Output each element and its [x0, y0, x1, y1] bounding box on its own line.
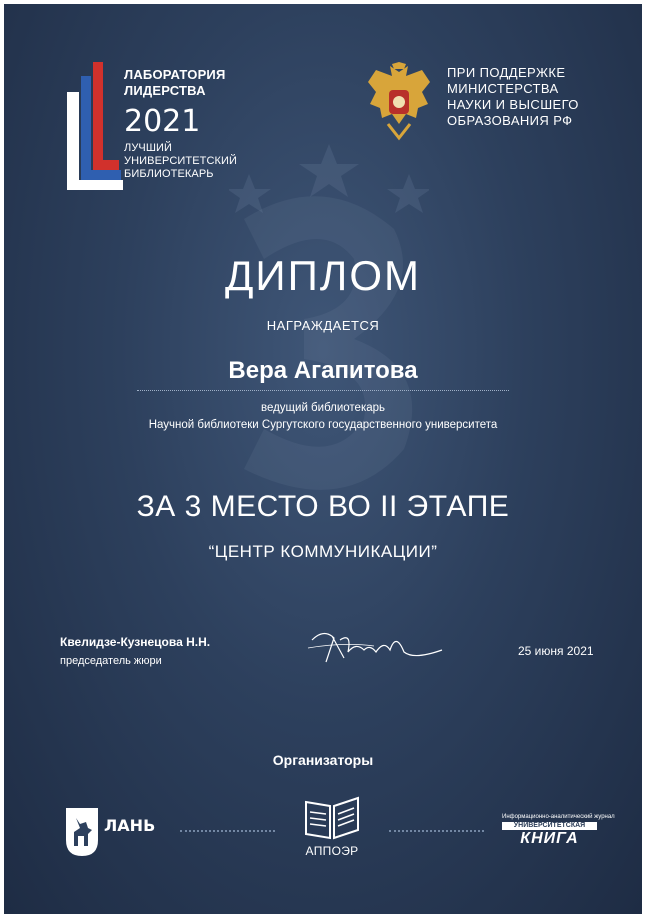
ministry-line: ПРИ ПОДДЕРЖКЕ — [447, 65, 566, 80]
kniga-logo-top: УНИВЕРСИТЕТСКАЯ — [502, 822, 597, 830]
handwritten-signature-icon — [304, 622, 444, 674]
lab-subtitle — [124, 142, 237, 181]
recipient-name: Вера Агапитова — [228, 357, 418, 384]
lab-subtitle-line: БИБЛИОТЕКАРЬ — [124, 168, 214, 180]
organizers-title: Организаторы — [272, 752, 374, 768]
award-stage: “ЦЕНТР КОММУНИКАЦИИ” — [208, 542, 438, 561]
organizer-separator — [180, 830, 275, 832]
lab-title — [124, 67, 226, 99]
award-place: ЗА 3 МЕСТО ВО II ЭТАПЕ — [136, 490, 510, 523]
background-number-three-icon — [204, 179, 444, 509]
position-line: Научной библиотеки Сургутского государственного университета — [148, 419, 498, 431]
signature-date: 25 июня 2021 — [518, 644, 594, 658]
jury-chair-name: Квелидзе-Кузнецова Н.Н. — [60, 635, 211, 649]
lab-subtitle-line: ЛУЧШИЙ — [124, 142, 173, 154]
ministry-line: ОБРАЗОВАНИЯ РФ — [447, 113, 573, 128]
jury-chair-role: председатель жюри — [60, 655, 162, 667]
dotted-divider — [137, 390, 509, 391]
appoer-book-logo-icon — [300, 794, 364, 842]
diploma-certificate — [4, 4, 642, 914]
organizer-separator — [389, 830, 484, 832]
kniga-tagline: Информационно-аналитический журнал — [502, 814, 615, 820]
ministry-line: НАУКИ И ВЫСШЕГО — [447, 97, 579, 112]
diploma-title: ДИПЛОМ — [224, 252, 422, 299]
position-line: ведущий библиотекарь — [260, 402, 386, 414]
lan-publisher-name: ЛАНЬ — [104, 816, 156, 835]
appoer-name: АППОЭР — [305, 844, 359, 858]
kniga-logo-main: КНИГА — [520, 830, 579, 847]
ministry-support-text — [447, 65, 579, 129]
lab-title-line: ЛАБОРАТОРИЯ — [124, 67, 226, 82]
ministry-line: МИНИСТЕРСТВА — [447, 81, 559, 96]
russian-coat-of-arms-icon — [362, 62, 436, 142]
lab-year: 2021 — [124, 104, 201, 139]
awarded-label: НАГРАЖДАЕТСЯ — [266, 318, 380, 333]
recipient-position — [4, 400, 642, 434]
lab-subtitle-line: УНИВЕРСИТЕТСКИЙ — [124, 155, 238, 167]
lab-title-line: ЛИДЕРСТВА — [124, 83, 206, 98]
